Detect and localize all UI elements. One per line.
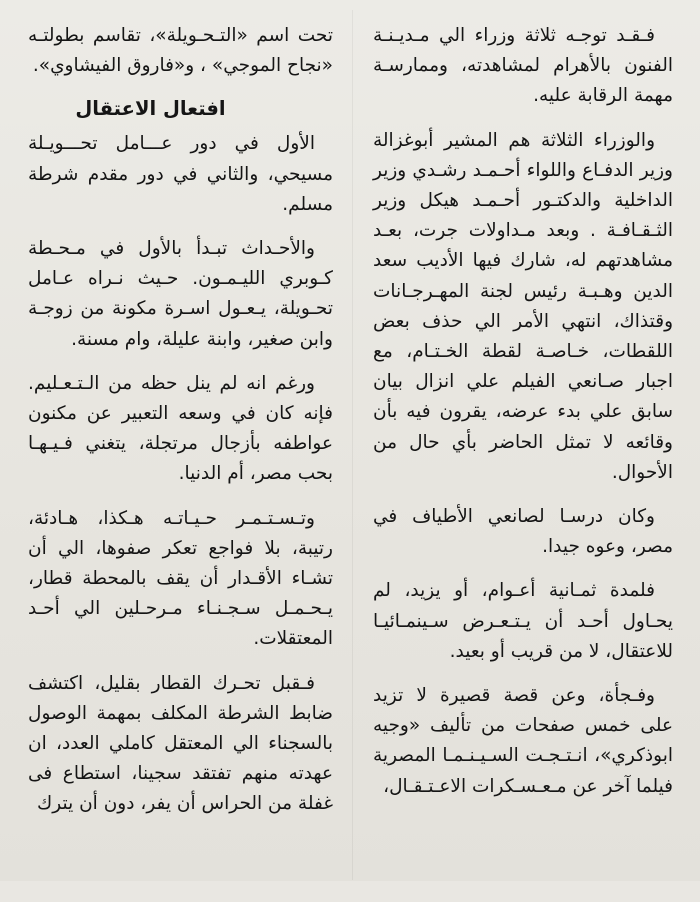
left-paragraph-2: والأحـداث تبـدأ بالأول في مـحـطة كـوبري الليـمـون. حـيث نـراه عـامل تحـويلة، يـعـول اسـرة مكونة من زوجـة وابن صغير، وابنة عليلة، وام مسنة. <box>28 238 333 350</box>
left-paragraph-4: وتـسـتـمـر حـيـاتـه هـكذا، هـادئة، رتيبة، بلا فواجع تعكر صفوها، الي أن تشـاء الأقـدار أن يقف بالمحطة قطار، يـحـمـل سـجـنـاء مـرحـلين الي أحـد المعتقلات. <box>28 507 333 650</box>
left-paragraph-3: ورغم انه لم ينل حظه من الـتـعـليم. فإنه كان في وسعه التعبير عن مكنون عواطفه بأزجال مرتجلة، يتغني فـيـهـا بحب مصر، أم الدنيا. <box>28 372 333 485</box>
left-paragraph-1: الأول في دور عـــامل تحـــويـلة مسيحي، والثاني في دور مقدم شرطة مسلم. <box>28 133 333 215</box>
left-paragraph-5: فـقبل تحـرك القطار بقليل، اكتشف ضابط الشرطة المكلف بمهمة الوصول بالسجناء الي المعتقل كاملي العدد، ان عهدته منهم تفتقد سجينا، استطاع فى غفلة من الحراس أن يفر، دون أن يترك <box>28 672 333 815</box>
right-column <box>373 0 673 902</box>
right-paragraph-5: وفـجأة، وعن قصة قصيرة لا تزيد على خمس صفحات من تأليف «وجيه ابوذكري»، انـتـجـت السـيـنـمـا المصرية فيلما آخر عن مـعـسـكرات الاعـتـقـال، <box>373 685 673 797</box>
left-intro-paragraph: تحت اسم «التـحـويلة»، تقاسم بطولتـه «نجاح الموجي» ، و«فاروق الفيشاوي». <box>28 25 333 77</box>
right-paragraph-1: فـقـد توجـه ثلاثة وزراء الي مـديـنـة الفنون بالأهرام لمشاهدته، وممارسـة مهمة الرقابة عليه. <box>373 25 673 107</box>
column-divider <box>352 10 353 880</box>
right-paragraph-2: والوزراء الثلاثة هم المشير أبوغزالة وزير الدفـاع واللواء أحـمـد رشـدي وزير الداخلية والدكتـور أحـمـد هيكل وزير الثـقـافـة . وبعد مـداولات جرت، بعـد مشاهدتهم له، شارك فيها الأديب سعد الدين وهـبـة رئيس لجنة المهـرجـانات وقتذاك، انتهي الأمر الي حذف بعض اللقطات، خـاصـة لقطة الخـتـام، مع اجبار صـانعي الفيلم علي انزال بيان سابق علي بدء عرضه، يقرون فيه بأن وقائعه لا تمثل الحاضر بأي حال من الأحوال. <box>373 129 673 483</box>
left-column <box>28 0 333 902</box>
section-heading: افتعال الاعتقال <box>75 97 226 121</box>
right-paragraph-4: فلمدة ثمـانية أعـوام، أو يزيد، لم يحـاول أحـد أن يـتـعـرض سـينمـائيـا للاعتقال، لا من قريب أو بعيد. <box>373 580 673 662</box>
right-paragraph-3: وكان درسـا لصانعي الأطياف في مصر، وعوه جيدا. <box>373 506 673 558</box>
